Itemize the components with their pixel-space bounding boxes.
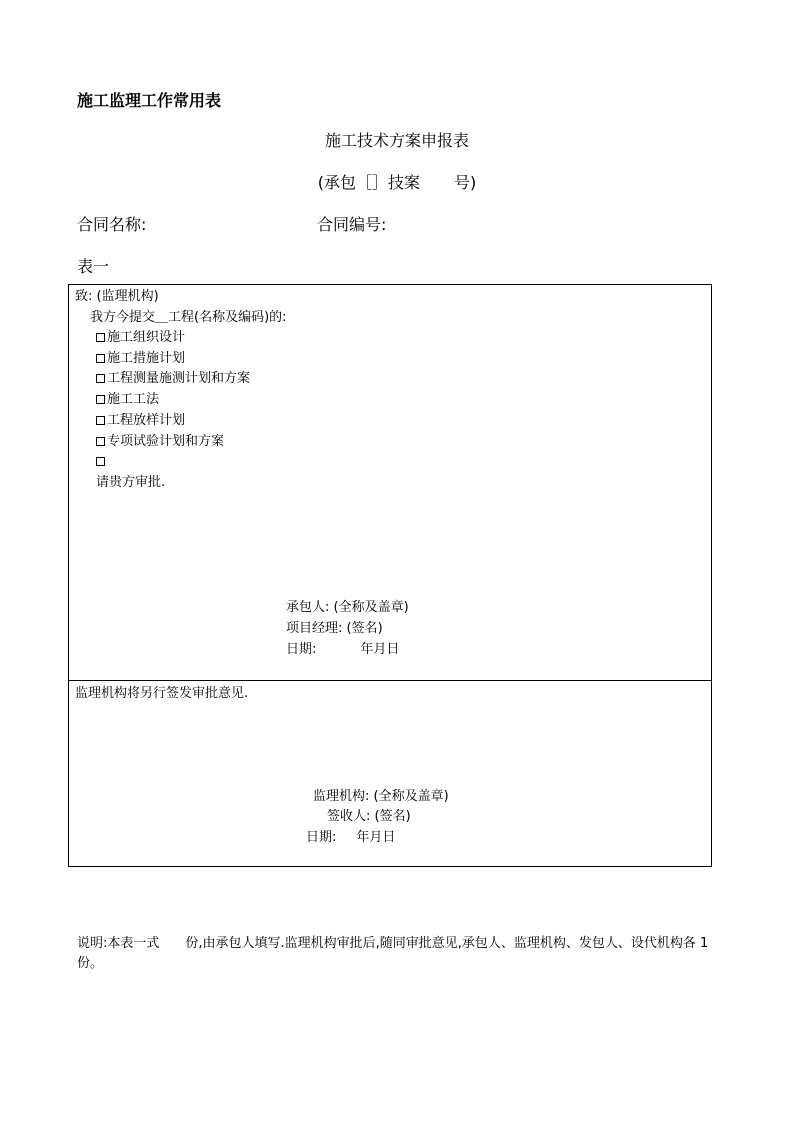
code-suffix: 号)	[454, 173, 477, 192]
agency-date-line	[306, 830, 395, 846]
checkbox[interactable]	[96, 354, 105, 363]
form-note: 说明:本表一式 份,由承包人填写.监理机构审批后,随同审批意见,承包人、监理机构、发包人、设代机构各 1 份。	[77, 936, 709, 971]
section-divider	[69, 680, 711, 681]
agency-signature-line: 监理机构: (全称及盖章)	[313, 789, 449, 804]
contractor-signature-line: 承包人: (全称及盖章)	[286, 600, 409, 615]
option-construction-method[interactable]	[96, 392, 159, 408]
checkbox[interactable]	[96, 437, 105, 446]
form-code-line	[0, 170, 794, 193]
review-note: 监理机构将另行签发审批意见.	[75, 686, 249, 701]
option-construction-design[interactable]	[96, 330, 185, 346]
date-value: 年月日	[360, 642, 400, 657]
option-label: 施工措施计划	[107, 351, 186, 366]
contractor-date-line	[286, 642, 399, 658]
date-label: 日期:	[306, 830, 337, 845]
option-test-plan[interactable]	[96, 434, 224, 450]
option-label: 工程放样计划	[107, 413, 186, 428]
checkbox[interactable]	[96, 395, 105, 404]
date-label: 日期:	[286, 642, 317, 657]
table-label: 表一	[77, 257, 110, 276]
date-value: 年月日	[356, 830, 396, 845]
option-other[interactable]	[96, 454, 107, 470]
submission-intro: 我方今提交＿工程(名称及编码)的:	[90, 310, 287, 325]
contract-name-label: 合同名称:	[77, 215, 147, 234]
addressee-line: 致: (监理机构)	[75, 289, 159, 304]
code-prefix: (承包［］技案	[317, 173, 420, 192]
option-layout-plan[interactable]	[96, 413, 185, 429]
checkbox[interactable]	[96, 457, 105, 466]
option-label: 工程测量施测计划和方案	[107, 371, 251, 386]
checkbox[interactable]	[96, 416, 105, 425]
option-label: 施工组织设计	[107, 330, 186, 345]
contract-number-label: 合同编号:	[317, 215, 387, 234]
checkbox[interactable]	[96, 333, 105, 342]
form-title: 施工技术方案申报表	[324, 131, 469, 150]
receiver-signature-line: 签收人: (签名)	[327, 809, 411, 824]
option-label: 施工工法	[107, 392, 160, 407]
option-survey-plan[interactable]	[96, 371, 250, 387]
approval-request: 请贵方审批.	[96, 475, 166, 490]
page-header: 施工监理工作常用表	[77, 91, 222, 110]
option-label: 专项试验计划和方案	[107, 434, 225, 449]
application-form-table	[68, 284, 712, 867]
checkbox[interactable]	[96, 374, 105, 383]
manager-signature-line: 项目经理: (签名)	[286, 621, 383, 636]
option-measure-plan[interactable]	[96, 351, 185, 367]
